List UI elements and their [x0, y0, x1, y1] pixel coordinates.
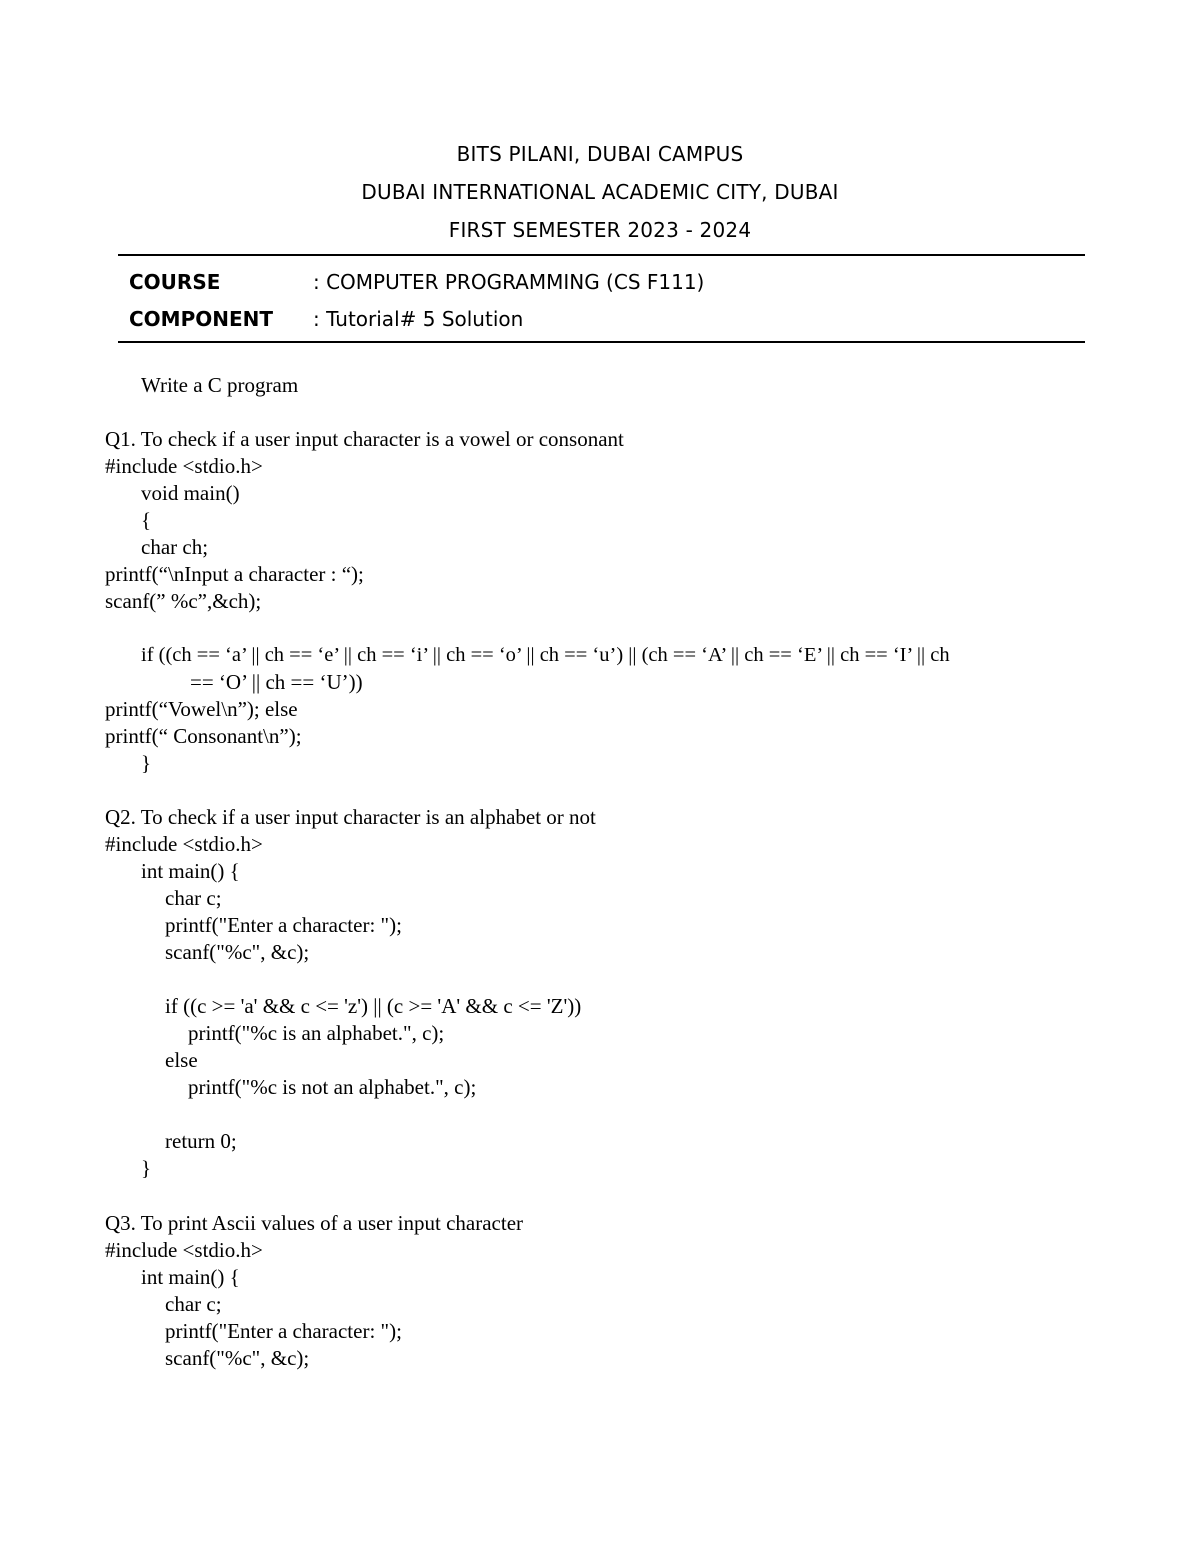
- intro-text: Write a C program: [141, 373, 299, 397]
- code-line: else: [165, 1048, 198, 1072]
- code-line: == ‘O’ || ch == ‘U’)): [190, 670, 363, 694]
- component-label: COMPONENT: [129, 307, 274, 331]
- code-line: #include <stdio.h>: [105, 832, 263, 856]
- code-line: return 0;: [165, 1129, 237, 1153]
- component-value: : Tutorial# 5 Solution: [313, 307, 524, 331]
- code-line: int main() {: [141, 1265, 240, 1289]
- code-line: scanf(” %c”,&ch);: [105, 589, 262, 613]
- location-title: DUBAI INTERNATIONAL ACADEMIC CITY, DUBAI: [361, 180, 839, 204]
- code-line: }: [141, 751, 152, 775]
- code-line: int main() {: [141, 859, 240, 883]
- bottom-rule: [118, 341, 1085, 343]
- course-value: : COMPUTER PROGRAMMING (CS F111): [313, 270, 705, 294]
- code-line: printf("Enter a character: ");: [165, 1319, 402, 1343]
- institution-title: BITS PILANI, DUBAI CAMPUS: [456, 142, 744, 166]
- q1-title: Q1. To check if a user input character is a vowel or consonant: [105, 427, 624, 451]
- code-line: printf(“Vowel\n”); else: [105, 697, 298, 721]
- course-label: COURSE: [129, 270, 221, 294]
- top-rule: [118, 254, 1085, 256]
- q3-title: Q3. To print Ascii values of a user input character: [105, 1211, 524, 1235]
- semester-title: FIRST SEMESTER 2023 - 2024: [448, 218, 752, 242]
- code-line: printf(“\nInput a character : “);: [105, 562, 364, 586]
- code-line: char c;: [165, 886, 222, 910]
- q2-title: Q2. To check if a user input character is an alphabet or not: [105, 805, 596, 829]
- code-line: {: [141, 508, 152, 532]
- code-line: #include <stdio.h>: [105, 454, 263, 478]
- code-line: printf("Enter a character: ");: [165, 913, 402, 937]
- code-line: char ch;: [141, 535, 209, 559]
- code-line: void main(): [141, 481, 240, 505]
- code-line: printf("%c is an alphabet.", c);: [188, 1021, 445, 1045]
- code-line: scanf("%c", &c);: [165, 1346, 310, 1370]
- code-line: if ((ch == ‘a’ || ch == ‘e’ || ch == ‘i’ || ch == ‘o’ || ch == ‘u’) || (ch == ‘A’ || ch == ‘E’ || ch == ‘I’ || ch: [141, 644, 950, 666]
- code-line: scanf("%c", &c);: [165, 940, 310, 964]
- code-line: #include <stdio.h>: [105, 1238, 263, 1262]
- code-line: char c;: [165, 1292, 222, 1316]
- code-line: if ((c >= 'a' && c <= 'z') || (c >= 'A' && c <= 'Z')): [165, 994, 582, 1018]
- code-line: }: [141, 1156, 152, 1180]
- code-line: printf(“ Consonant\n”);: [105, 724, 302, 748]
- code-line: printf("%c is not an alphabet.", c);: [188, 1075, 477, 1099]
